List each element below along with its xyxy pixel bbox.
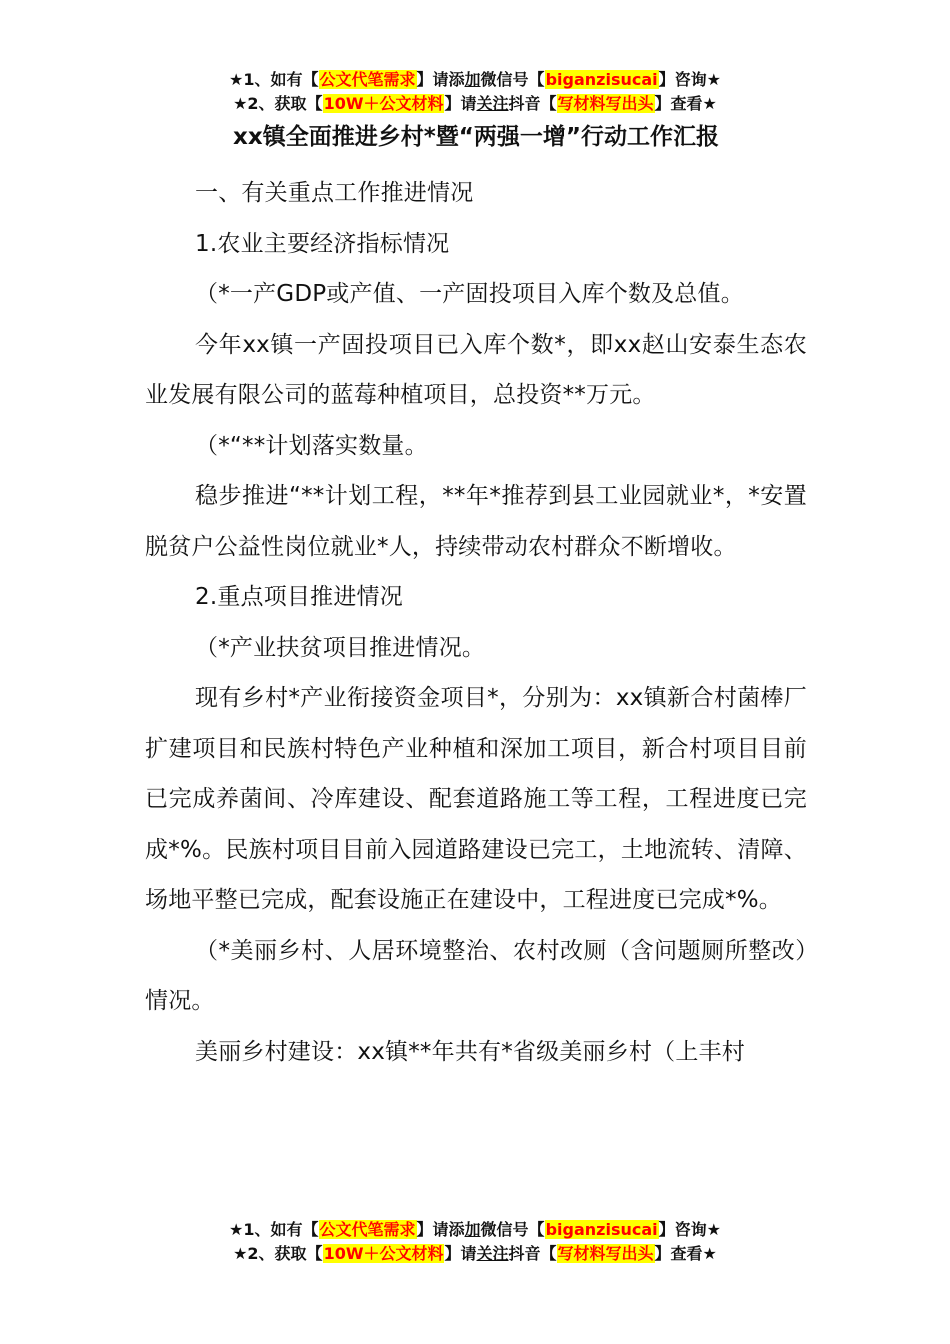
banner-text: 】请添 xyxy=(416,1220,465,1239)
banner-highlight: 写材料写出头 xyxy=(557,94,654,113)
banner-line-2 xyxy=(0,1242,950,1266)
banner-text: ★2、获取【 xyxy=(233,1244,323,1263)
paragraph: 今年xx镇一产固投项目已入库个数*，即xx赵山安泰生态农业发展有限公司的蓝莓种植项目，总投资**万元。 xyxy=(145,331,807,408)
banner-text: 微信号【 xyxy=(480,1220,545,1239)
banner-text: 】请 xyxy=(444,94,477,113)
banner-highlight: biganzisucai xyxy=(545,70,658,89)
banner-text: 抖音【 xyxy=(508,1244,557,1263)
paragraph: （*“**计划落实数量。 xyxy=(195,432,428,459)
paragraph: 稳步推进“**计划工程，**年*推荐到县工业园就业*，*安置脱贫户公益性岗位就业*人，持续带动农村群众不断增收。 xyxy=(145,483,807,560)
banner-text: 抖音【 xyxy=(508,94,557,113)
banner-text: 】请添 xyxy=(416,70,465,89)
banner-text: ★2、获取【 xyxy=(233,94,323,113)
section-heading: 一、有关重点工作推进情况 xyxy=(195,180,474,206)
paragraph: 美丽乡村建设：xx镇**年共有*省级美丽乡村（上丰村 xyxy=(195,1038,745,1065)
paragraph: （*美丽乡村、人居环境整治、农村改厕（含问题厕所整改）情况。 xyxy=(145,937,807,1014)
banner-underline: 加 xyxy=(464,1220,481,1239)
banner-line-1 xyxy=(0,1218,950,1242)
banner-text: ★1、如有【 xyxy=(229,70,319,89)
paragraph: （*产业扶贫项目推进情况。 xyxy=(195,634,486,661)
banner-highlight: 10W＋公文材料 xyxy=(323,94,444,113)
banner-text: 】咨询★ xyxy=(658,1220,721,1239)
paragraph: （*一产GDP或产值、一产固投项目入库个数及总值。 xyxy=(195,281,744,307)
banner-text: ★1、如有【 xyxy=(229,1220,319,1239)
banner-underline: 加 xyxy=(464,70,481,89)
document-body xyxy=(145,120,807,1077)
banner-highlight: 写材料写出头 xyxy=(557,1244,654,1263)
banner-underline: 关注 xyxy=(476,1244,509,1263)
banner-text: 微信号【 xyxy=(480,70,545,89)
subsection-heading: 1.农业主要经济指标情况 xyxy=(195,230,450,257)
banner-highlight: 公文代笔需求 xyxy=(319,70,416,89)
top-banner xyxy=(0,68,950,116)
subsection-heading: 2.重点项目推进情况 xyxy=(195,584,403,610)
banner-text: 】查看★ xyxy=(654,94,717,113)
banner-line-1 xyxy=(0,68,950,92)
banner-highlight: 10W＋公文材料 xyxy=(323,1244,444,1263)
banner-line-2 xyxy=(0,92,950,116)
banner-highlight: 公文代笔需求 xyxy=(319,1220,416,1239)
banner-text: 】请 xyxy=(444,1244,477,1263)
banner-text: 】查看★ xyxy=(654,1244,717,1263)
paragraph: 现有乡村*产业衔接资金项目*，分别为：xx镇新合村菌棒厂扩建项目和民族村特色产业种植和深加工项目，新合村项目目前已完成养菌间、冷库建设、配套道路施工等工程，工程进度已完成*%。民族村项目目前入园道路建设已完工，土地流转、清障、场地平整已完成，配套设施正在建设中，工程进度已完成*%。 xyxy=(145,685,807,913)
banner-text: 】咨询★ xyxy=(658,70,721,89)
bottom-banner xyxy=(0,1218,950,1266)
document-title: xx镇全面推进乡村*暨“两强一增”行动工作汇报 xyxy=(233,124,719,150)
banner-highlight: biganzisucai xyxy=(545,1220,658,1239)
banner-underline: 关注 xyxy=(476,94,509,113)
